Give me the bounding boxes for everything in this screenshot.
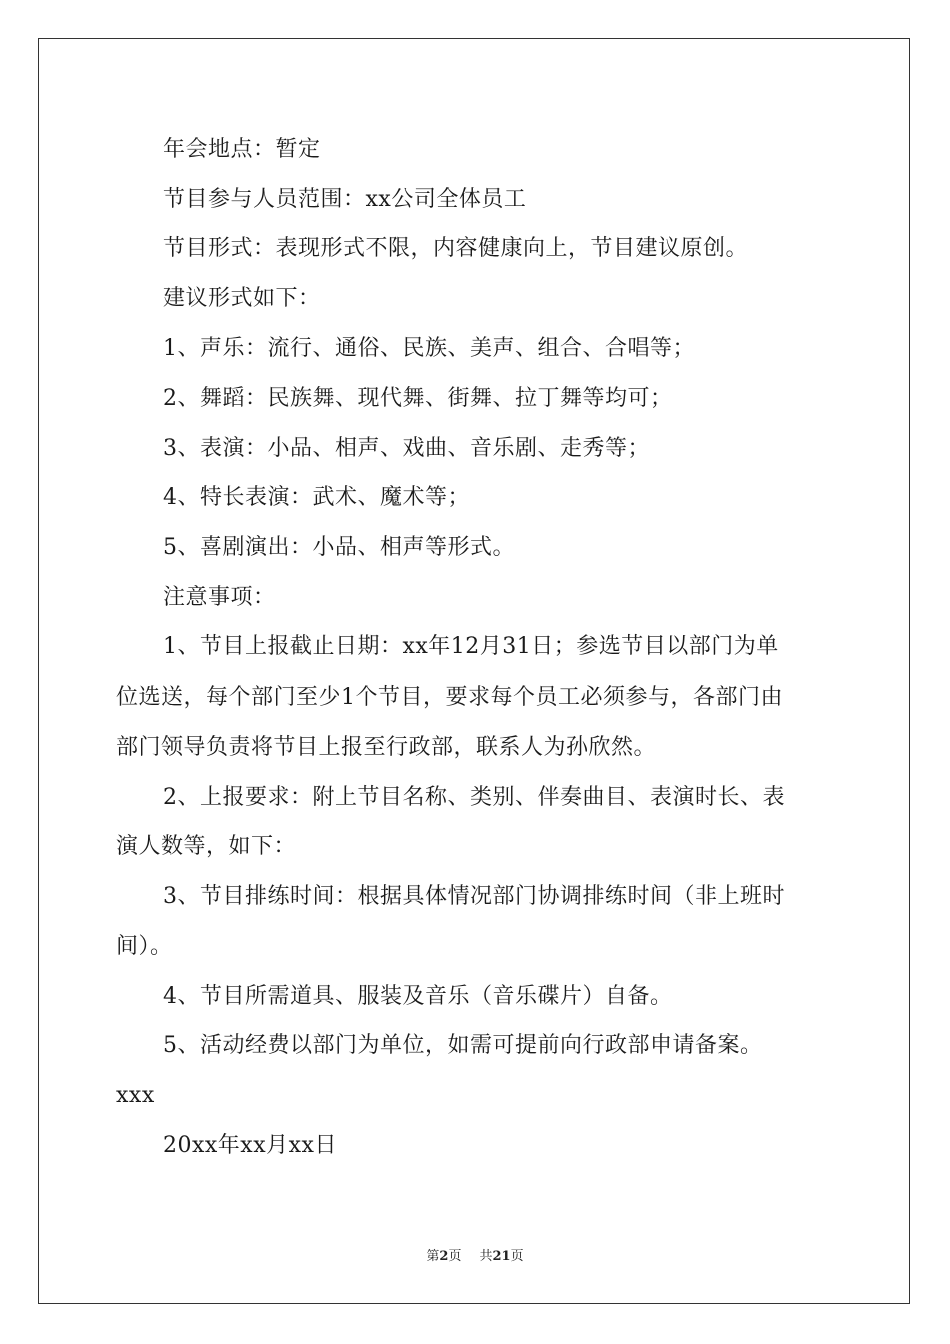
total-prefix: 共 <box>479 1249 493 1264</box>
total-pages: 21 <box>492 1249 511 1264</box>
text-line: 建议形式如下： <box>163 286 321 311</box>
text-line: 3、节目排练时间：根据具体情况部门协调排练时间（非上班时 <box>163 884 785 909</box>
text-line: 4、节目所需道具、服装及音乐（音乐碟片）自备。 <box>163 984 673 1009</box>
page-suffix: 页 <box>448 1249 462 1264</box>
text-line: 1、声乐：流行、通俗、民族、美声、组合、合唱等； <box>163 336 695 361</box>
text-line: 3、表演：小品、相声、戏曲、音乐剧、走秀等； <box>163 436 650 461</box>
text-line: 注意事项： <box>163 585 276 610</box>
text-line: 5、喜剧演出：小品、相声等形式。 <box>163 535 515 560</box>
text-line: 2、舞蹈：民族舞、现代舞、街舞、拉丁舞等均可； <box>163 386 673 411</box>
text-line: 2、上报要求：附上节目名称、类别、伴奏曲目、表演时长、表 <box>163 785 785 810</box>
page-border <box>38 38 910 1304</box>
total-suffix: 页 <box>510 1249 524 1264</box>
page-number: 2 <box>439 1249 449 1264</box>
text-line: 节目参与人员范围：xx公司全体员工 <box>163 187 527 212</box>
page-footer <box>0 1249 950 1265</box>
text-line: 5、活动经费以部门为单位，如需可提前向行政部申请备案。 <box>163 1033 763 1058</box>
signature-name: xxx <box>116 1083 155 1108</box>
text-line: 演人数等，如下： <box>116 834 297 859</box>
page-prefix: 第 <box>426 1249 440 1264</box>
text-line: 节目形式：表现形式不限，内容健康向上，节目建议原创。 <box>163 236 749 261</box>
text-line: 间）。 <box>116 934 173 959</box>
text-line: 年会地点：暂定 <box>163 137 321 162</box>
text-line: 部门领导负责将节目上报至行政部，联系人为孙欣然。 <box>116 735 657 760</box>
text-line: 1、节目上报截止日期：xx年12月31日；参选节目以部门为单 <box>163 634 779 659</box>
signature-date: 20xx年xx月xx日 <box>163 1133 337 1158</box>
text-line: 位选送，每个部门至少1个节目，要求每个员工必须参与，各部门由 <box>116 685 783 710</box>
text-line: 4、特长表演：武术、魔术等； <box>163 485 470 510</box>
